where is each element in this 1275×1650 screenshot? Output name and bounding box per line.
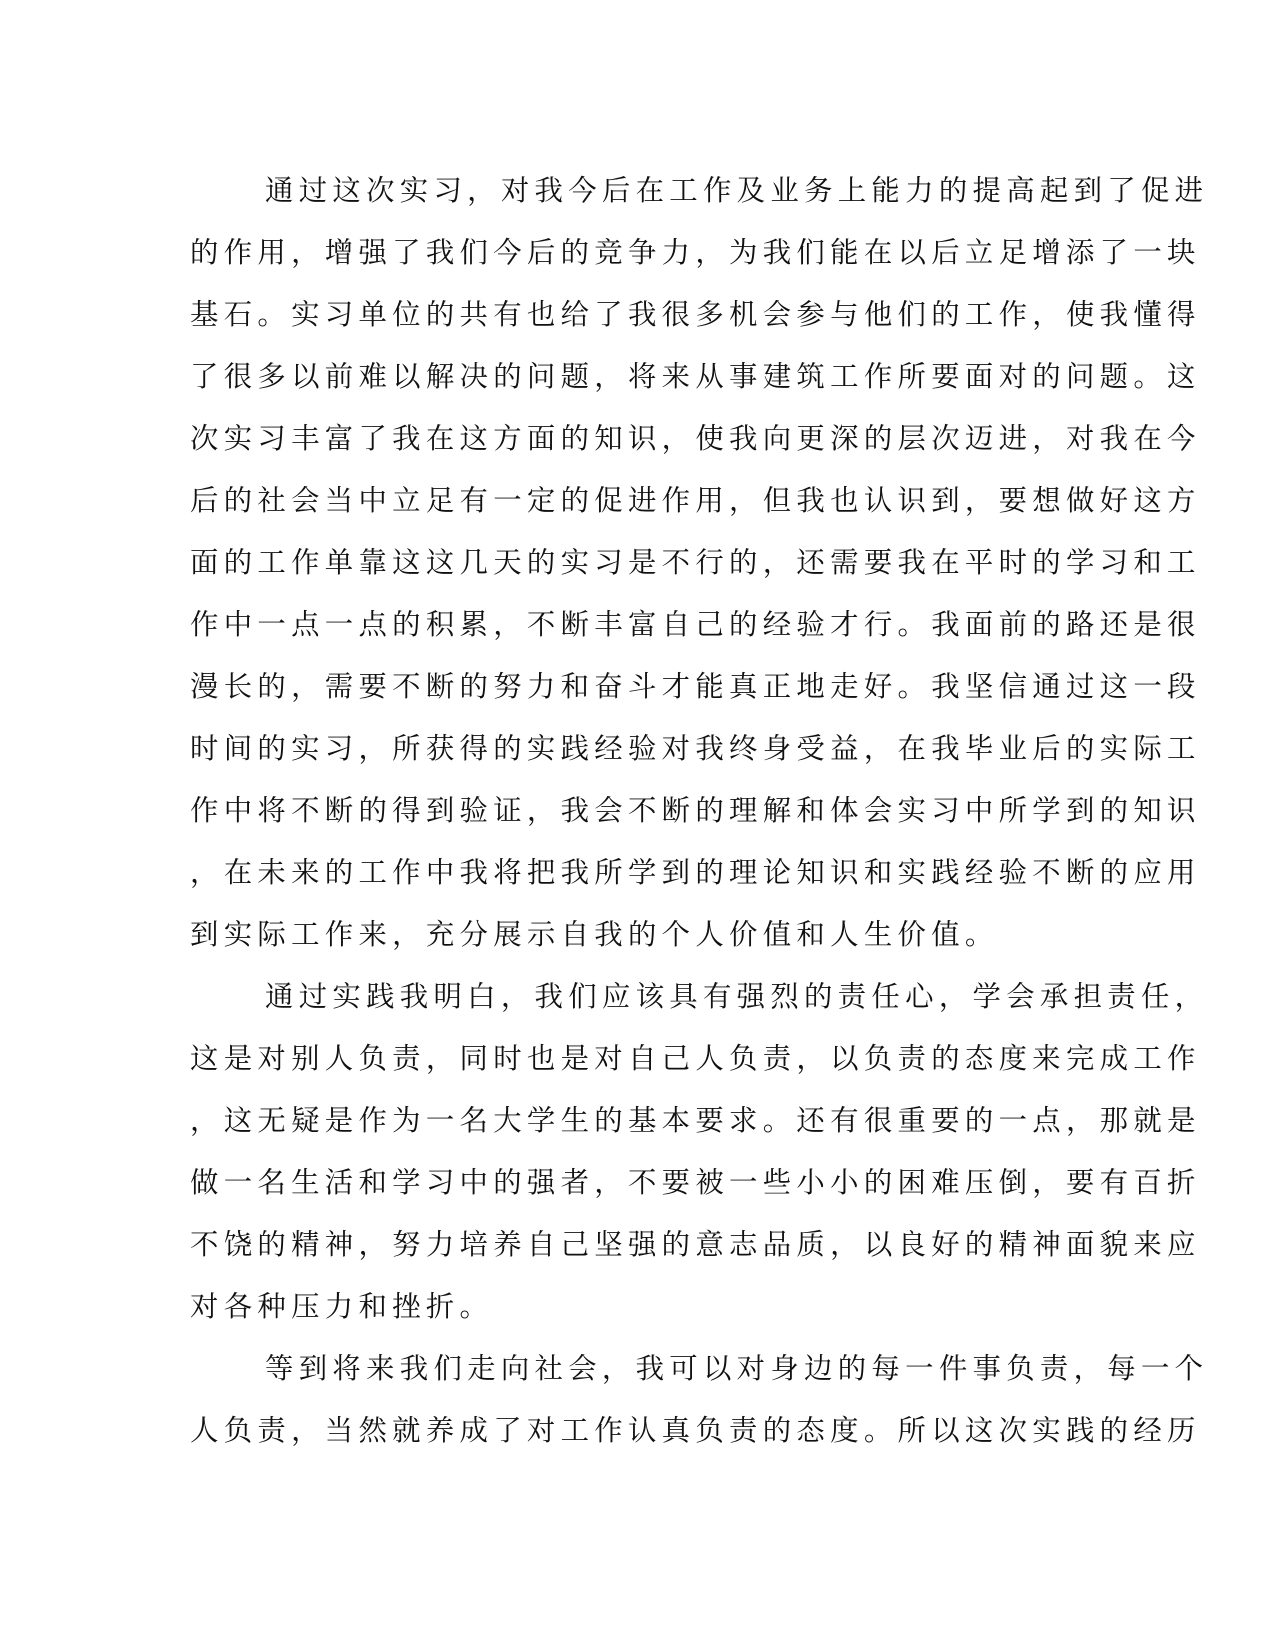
paragraph-3-line-2: 人负责，当然就养成了对工作认真负责的态度。所以这次实践的经历 — [190, 1414, 1201, 1447]
paragraph-1-line-10: 时间的实习，所获得的实践经验对我终身受益，在我毕业后的实际工 — [190, 732, 1201, 765]
paragraph-1-line-7: 面的工作单靠这这几天的实习是不行的，还需要我在平时的学习和工 — [190, 546, 1201, 579]
paragraph-1-line-2: 的作用，增强了我们今后的竞争力，为我们能在以后立足增添了一块 — [190, 236, 1201, 269]
body-text — [190, 160, 1209, 1462]
paragraph-1-line-11: 作中将不断的得到验证，我会不断的理解和体会实习中所学到的知识 — [190, 794, 1201, 827]
paragraph-2-line-3: ，这无疑是作为一名大学生的基本要求。还有很重要的一点，那就是 — [190, 1104, 1201, 1137]
paragraph-1-line-1: 通过这次实习，对我今后在工作及业务上能力的提高起到了促进 — [265, 174, 1209, 207]
paragraph-2-line-2: 这是对别人负责，同时也是对自己人负责，以负责的态度来完成工作 — [190, 1042, 1201, 1075]
paragraph-1-line-5: 次实习丰富了我在这方面的知识，使我向更深的层次迈进，对我在今 — [190, 422, 1201, 455]
paragraph-1-line-4: 了很多以前难以解决的问题，将来从事建筑工作所要面对的问题。这 — [190, 360, 1201, 393]
paragraph-2-line-6: 对各种压力和挫折。 — [190, 1290, 494, 1323]
paragraph-1-line-3: 基石。实习单位的共有也给了我很多机会参与他们的工作，使我懂得 — [190, 298, 1201, 331]
paragraph-1-line-9: 漫长的，需要不断的努力和奋斗才能真正地走好。我坚信通过这一段 — [190, 670, 1201, 703]
paragraph-2-line-5: 不饶的精神，努力培养自己坚强的意志品质，以良好的精神面貌来应 — [190, 1228, 1201, 1261]
paragraph-1-line-6: 后的社会当中立足有一定的促进作用，但我也认识到，要想做好这方 — [190, 484, 1201, 517]
paragraph-2-line-1: 通过实践我明白，我们应该具有强烈的责任心，学会承担责任， — [265, 980, 1209, 1013]
paragraph-2-line-4: 做一名生活和学习中的强者，不要被一些小小的困难压倒，要有百折 — [190, 1166, 1201, 1199]
paragraph-1-line-13: 到实际工作来，充分展示自我的个人价值和人生价值。 — [190, 918, 999, 951]
paragraph-3-line-1: 等到将来我们走向社会，我可以对身边的每一件事负责，每一个 — [265, 1352, 1209, 1385]
paragraph-1-line-8: 作中一点一点的积累，不断丰富自己的经验才行。我面前的路还是很 — [190, 608, 1201, 641]
paragraph-1-line-12: ，在未来的工作中我将把我所学到的理论知识和实践经验不断的应用 — [190, 856, 1201, 889]
